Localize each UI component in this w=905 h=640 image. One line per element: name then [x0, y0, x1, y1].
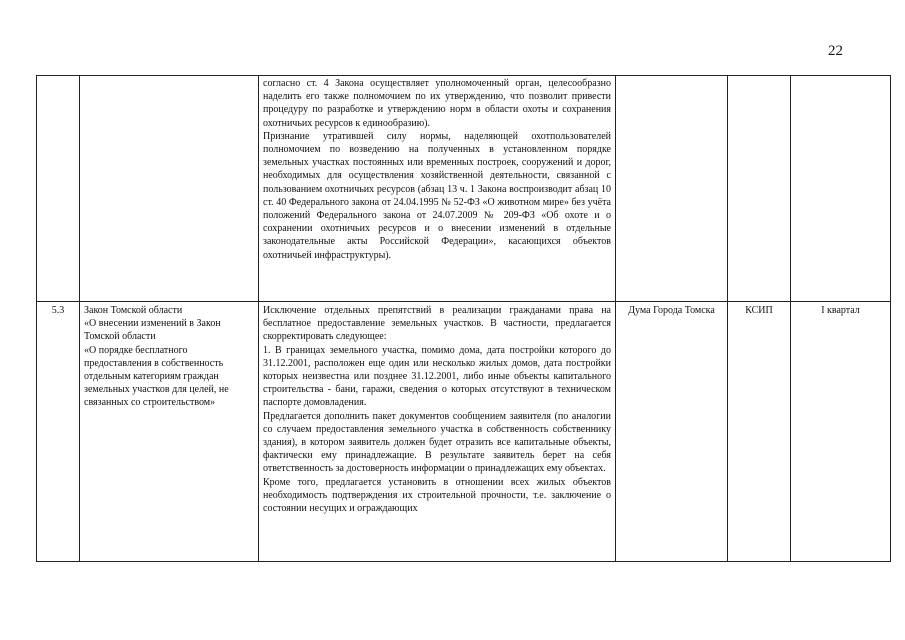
- description-paragraph: Признание утратившей силу нормы, наделяющей охотпользователей полномочием по возведению на полученных в установленном порядке земельных участках постоянных или временных построек, сооружений и дорог, необходимых для осуществления хозяйственной деятельности, связанной с пользованием охотничьих ресурсов (абзац 13 ч. 1 Закона воспроизводит абзац 10 ст. 40 Федерального закона от 24.04.1995 № 52-ФЗ «О животном мире» без учёта положений Федерального закона от 24.07.2009 № 209-ФЗ «Об охоте и о сохранении охотничьих ресурсов и о внесении изменений в отдельные законодательные акты Российской Федерации», касающихся объектов охотничьей инфраструктуры).: [263, 130, 611, 261]
- term-cell: I квартал: [791, 302, 891, 562]
- organization-cell: [616, 76, 728, 302]
- description-paragraph: Исключение отдельных препятствий в реализации гражданами права на бесплатное предоставление земельных участков. В частности, предлагается скорректировать следующее:: [263, 305, 611, 343]
- row-number-cell: 5.3: [37, 302, 80, 562]
- description-cell: [259, 76, 616, 302]
- description-paragraph: Кроме того, предлагается установить в отношении всех жилых объектов необходимость подтверждения их строительной прочности, т.е. заключение о состоянии несущих и ограждающих: [263, 476, 611, 515]
- term-cell: [791, 76, 891, 302]
- description-paragraph: 1. В границах земельного участка, помимо дома, дата постройки которого до 31.12.2001, расположен еще один или несколько жилых домов, дата постройки которых неизвестна или позднее 31.12.2001, либо иные объекты капитального строительства - бани, гаражи, сведения о которых отсутствуют в техническом паспорте домовладения.: [263, 344, 611, 409]
- table-row: [37, 302, 891, 562]
- legislation-table: [36, 75, 891, 562]
- organization-cell: Дума Города Томска: [616, 302, 728, 562]
- law-title-line: «О порядке бесплатного предоставления в собственность отдельным категориям граждан земельных участков для целей, не связанных со строительством»: [84, 344, 229, 409]
- page-number: 22: [828, 43, 843, 59]
- description-paragraph: Предлагается дополнить пакет документов сообщением заявителя (по аналогии со случаем предоставления земельного участка в собственность собственнику здания), в котором заявитель должен будет отразить все капитальные объекты, фактически ему принадлежащие. В результате заявитель берет на себя ответственность за достоверность информации о принадлежащих ему объектах.: [263, 410, 611, 475]
- row-number-cell: [37, 76, 80, 302]
- description-paragraph: согласно ст. 4 Закона осуществляет уполномоченный орган, целесообразно наделить его также полномочием по их утверждению, что позволит привести процедуру по разработке и утверждению норм в области охоты и сохранения охотничьих ресурсов к единообразию).: [263, 78, 611, 129]
- description-cell: [259, 302, 616, 562]
- responsible-cell: [728, 76, 791, 302]
- law-title-line: «О внесении изменений в Закон Томской области: [84, 318, 221, 343]
- law-title-cell: [80, 76, 259, 302]
- law-title-line: Закон Томской области: [84, 305, 183, 316]
- law-title-cell: [80, 302, 259, 562]
- responsible-cell: КСИП: [728, 302, 791, 562]
- description-clip: [263, 304, 611, 560]
- table-row: [37, 76, 891, 302]
